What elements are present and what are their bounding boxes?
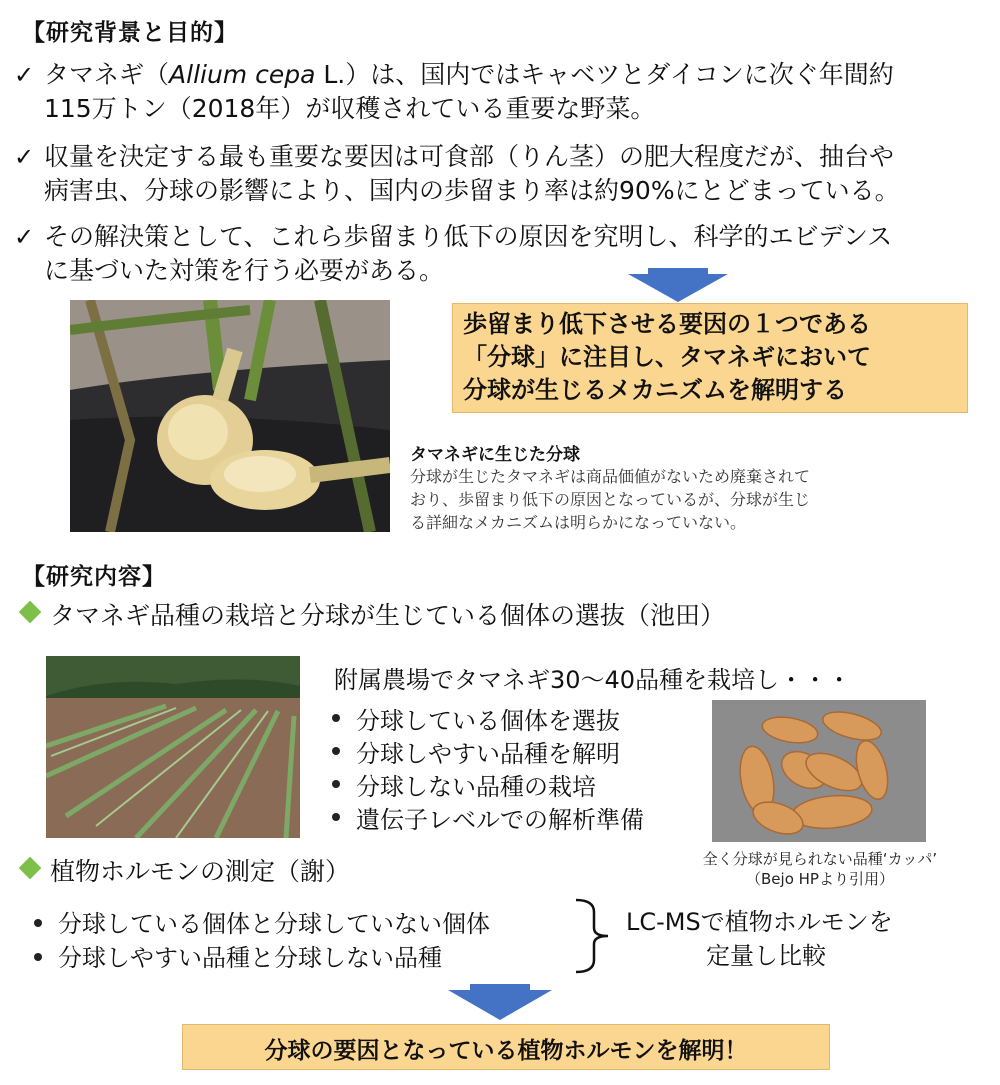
section1-title: タマネギ品種の栽培と分球が生じている個体の選抜（池田）	[50, 601, 726, 630]
bullet-2-line2: 病害虫、分球の影響により、国内の歩留まり率は約90%にとどまっている。	[44, 176, 900, 205]
background-bullet-3	[14, 220, 994, 290]
section1-item-4: 遺伝子レベルでの解析準備	[356, 806, 644, 834]
method-line-2: 定量し比較	[706, 942, 826, 970]
photo-caption	[410, 440, 970, 534]
section1-item-3: 分球しない品種の栽培	[356, 773, 596, 801]
bullet-1-text-a: タマネギ（	[44, 60, 170, 89]
conclusion-box	[182, 1024, 830, 1070]
brace-icon	[572, 898, 620, 974]
bullet-1-line2: 115万トン（2018年）が収穫されている重要な野菜。	[44, 94, 656, 123]
scientific-name: Allium cepa	[169, 60, 316, 89]
check-icon: ✓	[14, 61, 35, 89]
kappa-source: （Bejo HPより引用）	[746, 870, 894, 888]
section2-item-2: 分球しやすい品種と分球しない品種	[58, 944, 442, 972]
down-arrow-icon	[448, 984, 552, 1022]
photo-caption-line-3: る詳細なメカニズムは明らかになっていない。	[410, 513, 747, 532]
conclusion-text: 分球の要因となっている植物ホルモンを解明！	[264, 1038, 748, 1064]
list-bullet-icon	[332, 747, 340, 755]
down-arrow-icon	[628, 268, 728, 304]
list-bullet-icon	[332, 714, 340, 722]
content-heading: 【研究内容】	[22, 564, 166, 590]
bullet-2-line1: 収量を決定する最も重要な要因は可食部（りん茎）の肥大程度だが、抽台や	[44, 142, 895, 171]
callout-line-3: 分球が生じるメカニズムを解明する	[463, 376, 847, 404]
bullet-1-text-b: L.）は、国内ではキャベツとダイコンに次ぐ年間約	[315, 60, 894, 89]
bullet-3-line1: その解決策として、これら歩留まり低下の原因を究明し、科学的エビデンス	[44, 222, 893, 251]
callout-line-1: 歩留まり低下させる要因の１つである	[463, 310, 871, 338]
background-bullet-1	[14, 58, 994, 128]
field-photo	[46, 656, 300, 838]
purpose-callout	[452, 303, 968, 413]
photo-caption-line-1: 分球が生じたタマネギは商品価値がないため廃棄されて	[410, 467, 811, 486]
section2-title: 植物ホルモンの測定（謝）	[50, 857, 351, 886]
section1-item-2: 分球しやすい品種を解明	[356, 740, 620, 768]
photo-caption-line-2: おり、歩留まり低下の原因となっているが、分球が生じ	[410, 490, 811, 509]
check-icon: ✓	[14, 143, 35, 171]
list-bullet-icon	[34, 953, 42, 961]
diamond-bullet-icon	[19, 601, 42, 624]
split-onion-photo	[70, 300, 390, 532]
check-icon: ✓	[14, 223, 35, 251]
section2-item-1: 分球している個体と分球していない個体	[58, 910, 490, 938]
background-heading: 【研究背景と目的】	[22, 20, 238, 46]
list-bullet-icon	[332, 813, 340, 821]
list-bullet-icon	[332, 780, 340, 788]
background-bullet-2	[14, 140, 994, 210]
diamond-bullet-icon	[19, 857, 42, 880]
section1-intro: 附属農場でタマネギ30〜40品種を栽培し・・・	[334, 666, 852, 694]
callout-line-2: 「分球」に注目し、タマネギにおいて	[463, 343, 871, 371]
photo-caption-title: タマネギに生じた分球	[410, 445, 580, 465]
method-line-1: LC-MSで植物ホルモンを	[626, 908, 893, 936]
kappa-onion-photo	[712, 700, 926, 842]
kappa-caption: 全く分球が見られない品種‘カッパ’	[702, 850, 938, 868]
section1-item-1: 分球している個体を選抜	[356, 707, 620, 735]
bullet-3-line2: に基づいた対策を行う必要がある。	[44, 256, 445, 285]
list-bullet-icon	[34, 919, 42, 927]
